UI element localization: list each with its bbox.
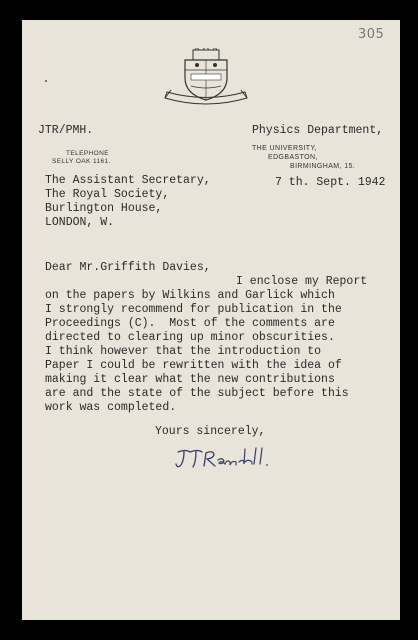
paper-mark [45, 80, 47, 82]
handwritten-signature [172, 444, 272, 472]
body-line-8: making it clear what the new contributions [45, 373, 335, 386]
archive-number: 305 [358, 27, 385, 42]
body-line-9: are and the state of the subject before this [45, 387, 349, 400]
body-line-6: I think however that the introduction to [45, 345, 322, 358]
reference-code: JTR/PMH. [38, 124, 94, 137]
recipient-line-1: The Assistant Secretary, [45, 174, 211, 187]
body-line-5: directed to clearing up minor obscurities. [45, 331, 335, 344]
body-line-2: on the papers by Wilkins and Garlick which [45, 289, 335, 302]
closing: Yours sincerely, [155, 425, 266, 438]
telephone-number: SELLY OAK 1161. [52, 158, 111, 165]
recipient-line-3: Burlington House, [45, 202, 163, 215]
body-line-10: work was completed. [45, 401, 177, 414]
telephone-label: TELEPHONE [66, 150, 109, 157]
body-line-1: I enclose my Report [236, 275, 368, 288]
recipient-line-2: The Royal Society, [45, 188, 170, 201]
body-line-7: Paper I could be rewritten with the idea of [45, 359, 342, 372]
recipient-line-4: LONDON, W. [45, 216, 115, 229]
body-line-3: I strongly recommend for publication in the [45, 303, 342, 316]
letter-date: 7 th. Sept. 1942 [275, 176, 386, 189]
salutation: Dear Mr.Griffith Davies, [45, 261, 211, 274]
address-line-2: EDGBASTON, [268, 154, 318, 161]
department-name: Physics Department, [252, 124, 384, 137]
address-line-3: BIRMINGHAM, 15. [290, 163, 356, 170]
university-crest-icon [161, 48, 251, 112]
address-line-1: THE UNIVERSITY, [252, 145, 317, 152]
body-line-4: Proceedings (C). Most of the comments are [45, 317, 335, 330]
